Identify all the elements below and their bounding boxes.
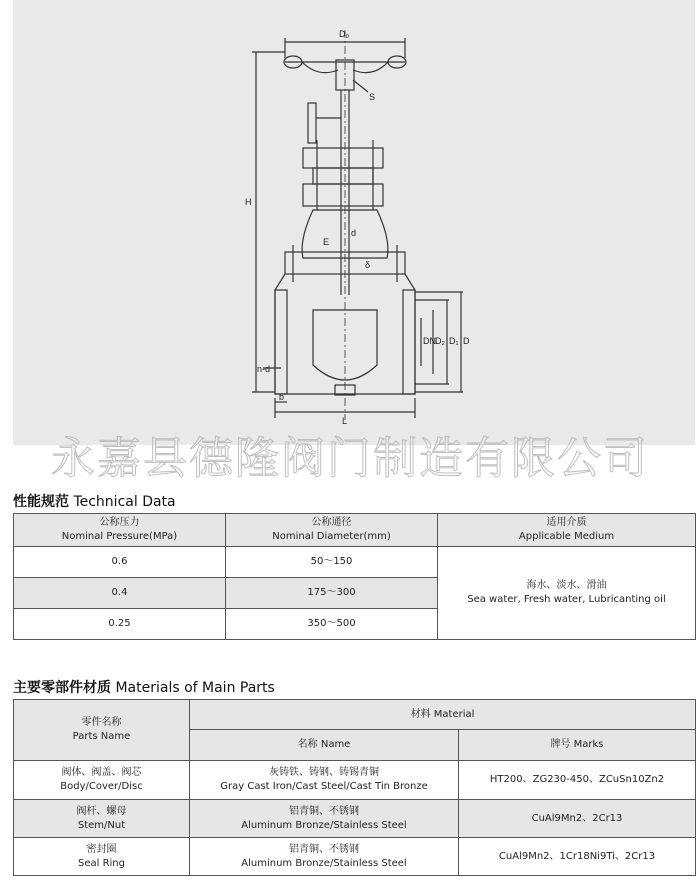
dim-s-leader (353, 80, 368, 92)
table-row (14, 547, 696, 578)
label-d0: D₀ (339, 29, 350, 39)
table-row (14, 761, 696, 800)
materials-title-zh: 主要零部件材质 (13, 680, 111, 696)
header-pressure: 公称压力 Nominal Pressure(MPa) (14, 514, 226, 547)
material-name-cell: 铝青铜、不锈钢 Aluminum Bronze/Stainless Steel (190, 838, 459, 876)
yoke-top-flange (303, 148, 383, 168)
lever (308, 103, 316, 143)
pressure-cell: 0.25 (14, 609, 226, 640)
material-name-cell: 灰铸铁、铸钢、铸锡青铜 Gray Cast Iron/Cast Steel/Cast Tin Bronze (190, 761, 459, 800)
tech-title-zh: 性能规范 (13, 494, 69, 510)
label-b: b (279, 392, 285, 402)
part-cell: 阀体、阀盖、阀芯 Body/Cover/Disc (14, 761, 190, 800)
label-dd: D (463, 336, 470, 346)
tech-header-row (14, 514, 696, 547)
table-row (14, 800, 696, 838)
marks-cell: CuAl9Mn2、1Cr18Ni9Ti、2Cr13 (459, 838, 696, 876)
part-cell: 阀杆、螺母 Stem/Nut (14, 800, 190, 838)
valve-drawing (13, 0, 695, 445)
label-h: H (245, 197, 252, 207)
watermark: 永嘉县德隆阀门制造有限公司 (51, 433, 649, 484)
header-diameter: 公称通径 Nominal Diameter(mm) (226, 514, 438, 547)
table-row (14, 838, 696, 876)
label-s: S (369, 92, 376, 102)
label-delta: δ (365, 260, 371, 270)
label-d: d (351, 228, 357, 238)
diameter-cell: 350～500 (226, 609, 438, 640)
materials-section-title (13, 677, 275, 697)
left-end-flange (275, 290, 287, 394)
materials-header-row (14, 700, 696, 730)
part-cell: 密封圈 Seal Ring (14, 838, 190, 876)
header-marks: 牌号 Marks (459, 730, 696, 761)
label-d2: D₂ (435, 336, 445, 346)
right-end-flange (403, 290, 415, 394)
label-e: E (323, 237, 330, 247)
label-dn: DN (423, 336, 436, 346)
header-medium: 适用介质 Applicable Medium (438, 514, 696, 547)
label-d1: D₁ (449, 336, 459, 346)
pressure-cell: 0.4 (14, 578, 226, 609)
header-material: 材料 Material (190, 700, 696, 730)
diameter-cell: 175～300 (226, 578, 438, 609)
pressure-cell: 0.6 (14, 547, 226, 578)
gate-valve-diagram (13, 0, 695, 445)
marks-cell: HT200、ZG230-450、ZCuSn10Zn2 (459, 761, 696, 800)
header-parts-name: 零件名称 Parts Name (14, 700, 190, 761)
tech-table (13, 513, 696, 640)
tech-section-title (13, 491, 176, 511)
header-name: 名称 Name (190, 730, 459, 761)
materials-table (13, 699, 696, 876)
label-nd: n-d (257, 364, 271, 374)
materials-title-en: Materials of Main Parts (115, 680, 275, 696)
medium-cell: 海水、淡水、滑油 Sea water, Fresh water, Lubricanting oil (438, 547, 696, 640)
label-l: L (342, 416, 348, 426)
yoke-body (313, 168, 373, 184)
marks-cell: CuAl9Mn2、2Cr13 (459, 800, 696, 838)
bonnet-flange (303, 184, 383, 206)
diameter-cell: 50～150 (226, 547, 438, 578)
tech-title-en: Technical Data (73, 494, 176, 510)
material-name-cell: 铝青铜、不锈钢 Aluminum Bronze/Stainless Steel (190, 800, 459, 838)
